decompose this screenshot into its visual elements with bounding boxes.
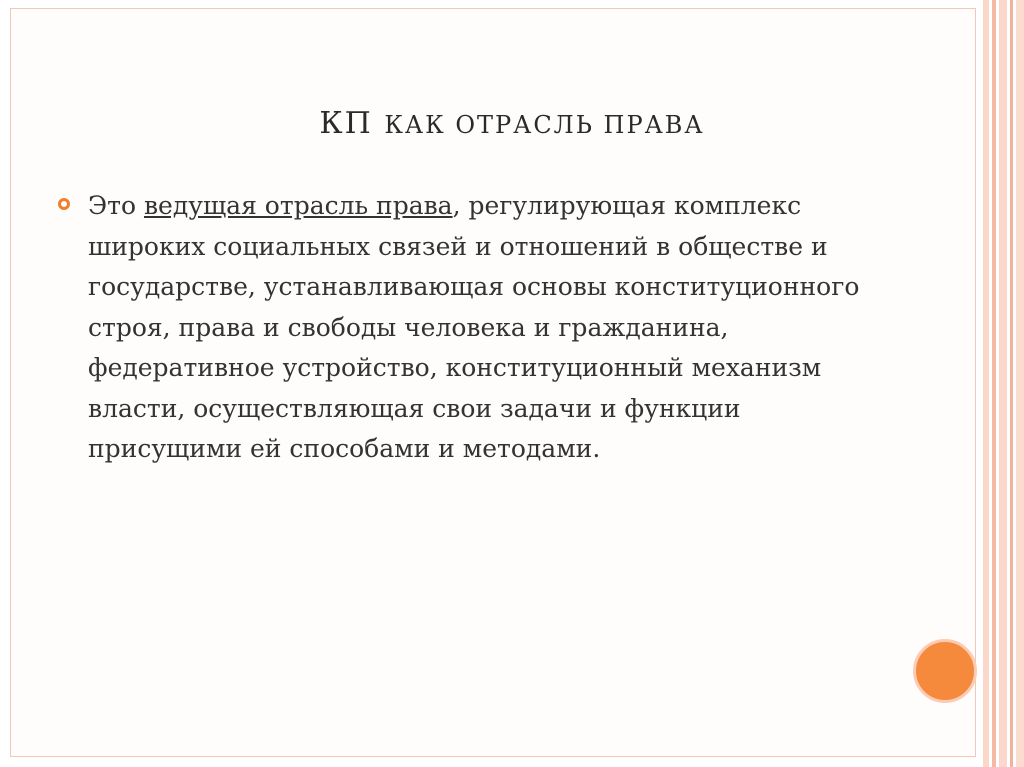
title-caps: КАК ОТРАСЛЬ ПРАВА — [384, 111, 705, 139]
ring-bullet-icon — [58, 198, 70, 210]
bullet-rest: , регулирующая комплекс широких социальных связей и отношений в обществе и государстве, устанавливающая основы конституционного строя, права и свободы человека и гражданина, федеративное устройство, конституционный механизм власти, осуществляющая свои задачи и функции присущими ей способами и методами. — [88, 191, 860, 463]
decorative-circle — [913, 639, 977, 703]
bullet-item — [58, 186, 878, 470]
underlined-term: ведущая отрасль права — [143, 191, 453, 220]
bullet-text — [88, 186, 878, 470]
bullet-lead: Это — [88, 191, 137, 220]
title-abbreviation: КП — [319, 106, 373, 141]
slide-title — [0, 106, 1024, 141]
slide-content — [58, 186, 878, 470]
